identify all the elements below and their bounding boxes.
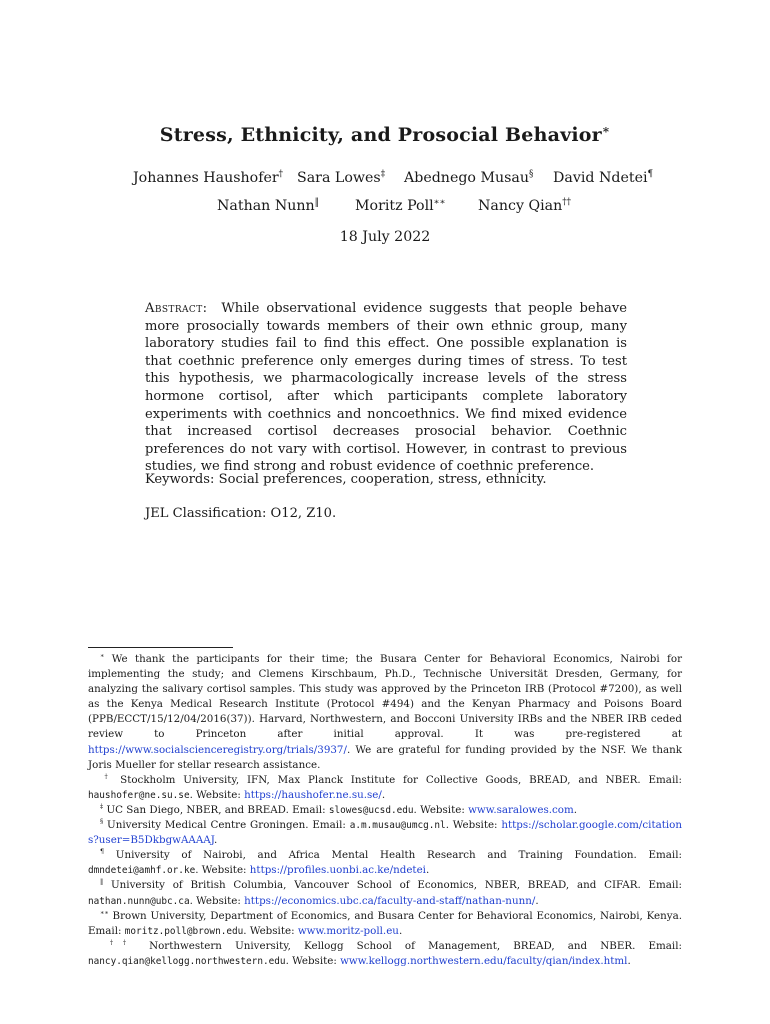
website-lowes[interactable]: www.saralowes.com [468,803,574,816]
footnote-musau: § University Medical Centre Groningen. Email: a.m.musau@umcg.nl. Website: https://scholar.google.com/citations?user=B5DkbgwAAAAJ. [88,817,682,847]
registry-link[interactable]: https://www.socialscienceregistry.org/trials/3937/ [88,743,347,756]
website-ndetei[interactable]: https://profiles.uonbi.ac.ke/ndetei [249,864,426,877]
abstract [145,300,627,476]
email-ndetei[interactable]: dmndetei@amhf.or.ke [88,865,196,877]
footnotes [88,652,682,969]
footnote-lowes: ‡ UC San Diego, NBER, and BREAD. Email: slowes@ucsd.edu. Website: www.saralowes.com. [100,802,578,816]
email-poll[interactable]: moritz.poll@brown.edu [124,925,244,937]
author-haushofer: Johannes Haushofer† [133,169,284,186]
website-nunn[interactable]: https://economics.ubc.ca/faculty-and-staff/nathan-nunn/ [244,894,536,907]
website-musau[interactable]: https://scholar.google.com/citations?user=B5DkbgwAAAAJ [88,819,682,847]
abstract-label: Abstract: [145,301,208,316]
email-nunn[interactable]: nathan.nunn@ubc.ca [88,895,190,907]
keywords: Keywords: Social preferences, cooperation, stress, ethnicity. [145,472,547,487]
author-poll: Moritz Poll∗∗ [355,197,446,214]
footnote-nunn: ‖ University of British Columbia, Vancouver School of Economics, NBER, BREAD, and CIFAR. Email: nathan.nunn@ubc.ca. Website: https://economics.ubc.ca/faculty-and-staff/nathan-nunn/. [88,877,682,907]
website-haushofer[interactable]: https://haushofer.ne.su.se/ [244,788,382,801]
website-qian[interactable]: www.kellogg.northwestern.edu/faculty/qian/index.html [340,954,628,967]
author-qian: Nancy Qian†† [478,197,572,214]
author-ndetei: David Ndetei¶ [553,169,654,186]
footnote-haushofer: † Stockholm University, IFN, Max Planck Institute for Collective Goods, BREAD, and NBER. Email: haushofer@ne.su.se. Website: https://haushofer.ne.su.se/. [88,772,683,801]
email-lowes[interactable]: slowes@ucsd.edu [328,804,414,816]
author-lowes: Sara Lowes‡ [297,169,386,186]
author-musau: Abednego Musau§ [404,169,534,186]
title-footnote-mark: ∗ [601,122,611,137]
footnote-qian: †† Northwestern University, Kellogg School of Management, BREAD, and NBER. Email: nancy.qian@kellogg.northwestern.edu. Website: www.kellogg.northwestern.edu/faculty/qian/index.html. [88,938,682,967]
author-nunn: Nathan Nunn‖ [217,197,320,214]
email-musau[interactable]: a.m.musau@umcg.nl [349,820,446,832]
abstract-text: While observational evidence suggests that people behave more prosocially towards members of their own ethnic group, many laboratory studies fail to find this effect. One possible explanation is that coethnic preference only emerges during times of stress. To test this hypothesis, we pharmacologically increase levels of the stress hormone cortisol, after which participants complete laboratory experiments with coethnics and noncoethnics. We find mixed evidence that increased cortisol decreases prosocial behavior. Coethnic preferences do not vary with cortisol. However, in contrast to previous studies, we find strong and robust evidence of coethnic preference. [145,301,628,475]
footnote-ndetei: ¶ University of Nairobi, and Africa Mental Health Research and Training Foundation. Email: dmndetei@amhf.or.ke. Website: https://profiles.uonbi.ac.ke/ndetei. [88,847,682,877]
paper-date: 18 July 2022 [339,229,431,245]
footnote-poll: ∗∗ Brown University, Department of Economics, and Busara Center for Behavioral Economics, Nairobi, Kenya. Email: moritz.poll@brown.edu. Website: www.moritz-poll.eu. [88,908,683,937]
jel-classification: JEL Classification: O12, Z10. [145,506,337,521]
website-poll[interactable]: www.moritz-poll.eu [297,924,399,937]
email-haushofer[interactable]: haushofer@ne.su.se [88,789,190,801]
paper-title: Stress, Ethnicity, and Prosocial Behavior∗ [159,122,611,146]
footnote-acknowledgements: ∗ We thank the participants for their time; the Busara Center for Behavioral Economics, Nairobi for implementing the study; and Clemens Kirschbaum, Ph.D., Technische Universität Dresden, Germany, for analyzing the salivary cortisol samples. This study was approved by the Princeton IRB (Protocol #7200), as well as the Kenya Medical Research Institute (Protocol #494) and the Kenyan Pharmacy and Poisons Board (PPB/ECCT/15/12/04/2016(37)). Harvard, Northwestern, and Bocconi University IRBs and the NBER IRB ceded review to Princeton after initial approval. It was pre-registered at https://www.socialscienceregistry.org/trials/3937/. We are grateful for funding provided by the NSF. We thank Joris Mueller for stellar research assistance. [88,651,682,771]
email-qian[interactable]: nancy.qian@kellogg.northwestern.edu [88,955,286,967]
footnote-rule [88,647,233,648]
